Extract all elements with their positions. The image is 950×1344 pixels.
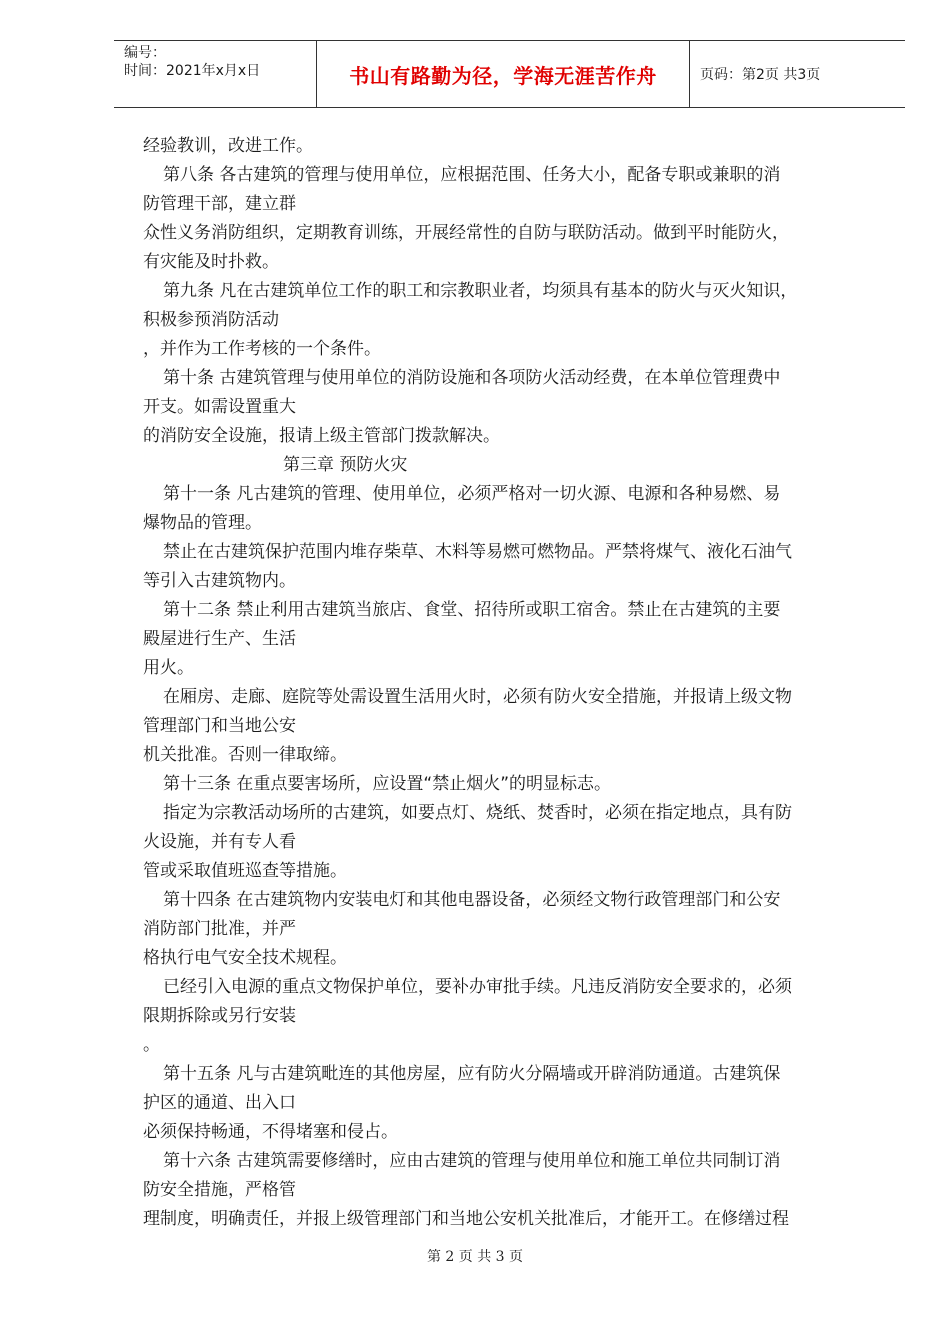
body-line: 第八条 各古建筑的管理与使用单位，应根据范围、任务大小，配备专职或兼职的消 (163, 165, 781, 185)
body-line: 理制度，明确责任，并报上级管理部门和当地公安机关批准后，才能开工。在修缮过程 (143, 1209, 789, 1229)
serial-label: 编号： (124, 45, 166, 61)
body-line: 管或采取值班巡查等措施。 (143, 861, 347, 881)
body-line: 限期拆除或另行安装 (143, 1006, 296, 1026)
body-line: 禁止在古建筑保护范围内堆存柴草、木料等易燃可燃物品。严禁将煤气、液化石油气 (163, 542, 792, 562)
body-line: 积极参预消防活动 (143, 310, 279, 330)
body-line: 殿屋进行生产、生活 (143, 629, 296, 649)
page-footer: 第 2 页 共 3 页 (426, 1249, 524, 1265)
body-line: 已经引入电源的重点文物保护单位，要补办审批手续。凡违反消防安全要求的，必须 (163, 977, 792, 997)
body-line: 的消防安全设施，报请上级主管部门拨款解决。 (143, 426, 500, 446)
chapter-heading: 第三章 预防火灾 (283, 455, 408, 475)
body-line: 经验教训，改进工作。 (143, 136, 313, 156)
body-line: 机关批准。否则一律取缔。 (143, 745, 347, 765)
body-line: 防安全措施，严格管 (143, 1180, 296, 1200)
body-line: 第九条 凡在古建筑单位工作的职工和宗教职业者，均须具有基本的防火与灭火知识， (163, 281, 798, 301)
body-line: 消防部门批准，并严 (143, 919, 296, 939)
body-line: 众性义务消防组织，定期教育训练，开展经常性的自防与联防活动。做到平时能防火， (143, 223, 789, 243)
body-line: 必须保持畅通，不得堵塞和侵占。 (143, 1122, 398, 1142)
body-line: 第十五条 凡与古建筑毗连的其他房屋，应有防火分隔墙或开辟消防通道。古建筑保 (163, 1064, 781, 1084)
header-meta (114, 41, 316, 107)
body-line: 第十条 古建筑管理与使用单位的消防设施和各项防火活动经费，在本单位管理费中 (163, 368, 781, 388)
header-motto: 书山有路勤为径，学海无涯苦作舟 (316, 41, 690, 107)
body-line: 防管理干部，建立群 (143, 194, 296, 214)
body-line: 第十六条 古建筑需要修缮时，应由古建筑的管理与使用单位和施工单位共同制订消 (163, 1151, 781, 1171)
body-line: 管理部门和当地公安 (143, 716, 296, 736)
body-line: 。 (143, 1035, 160, 1055)
body-line: 爆物品的管理。 (143, 513, 262, 533)
page-header (114, 40, 905, 108)
body-line: 第十一条 凡古建筑的管理、使用单位，必须严格对一切火源、电源和各种易燃、易 (163, 484, 781, 504)
body-line: 第十三条 在重点要害场所，应设置“禁止烟火”的明显标志。 (163, 774, 612, 794)
body-line: 开支。如需设置重大 (143, 397, 296, 417)
body-line: 有灾能及时扑救。 (143, 252, 279, 272)
body-line: 第十四条 在古建筑物内安装电灯和其他电器设备，必须经文物行政管理部门和公安 (163, 890, 781, 910)
time-label: 时间：2021年x月x日 (124, 63, 261, 79)
body-line: 指定为宗教活动场所的古建筑，如要点灯、烧纸、焚香时，必须在指定地点，具有防 (163, 803, 792, 823)
document-body (143, 132, 883, 1234)
body-line: 格执行电气安全技术规程。 (143, 948, 347, 968)
body-line: 火设施，并有专人看 (143, 832, 296, 852)
body-line: 护区的通道、出入口 (143, 1093, 296, 1113)
body-line: 在厢房、走廊、庭院等处需设置生活用火时，必须有防火安全措施，并报请上级文物 (163, 687, 792, 707)
body-line: 第十二条 禁止利用古建筑当旅店、食堂、招待所或职工宿舍。禁止在古建筑的主要 (163, 600, 781, 620)
body-line: ，并作为工作考核的一个条件。 (143, 339, 381, 359)
header-page-number: 页码：第2页 共3页 (700, 67, 821, 83)
body-line: 等引入古建筑物内。 (143, 571, 296, 591)
body-line: 用火。 (143, 658, 194, 678)
